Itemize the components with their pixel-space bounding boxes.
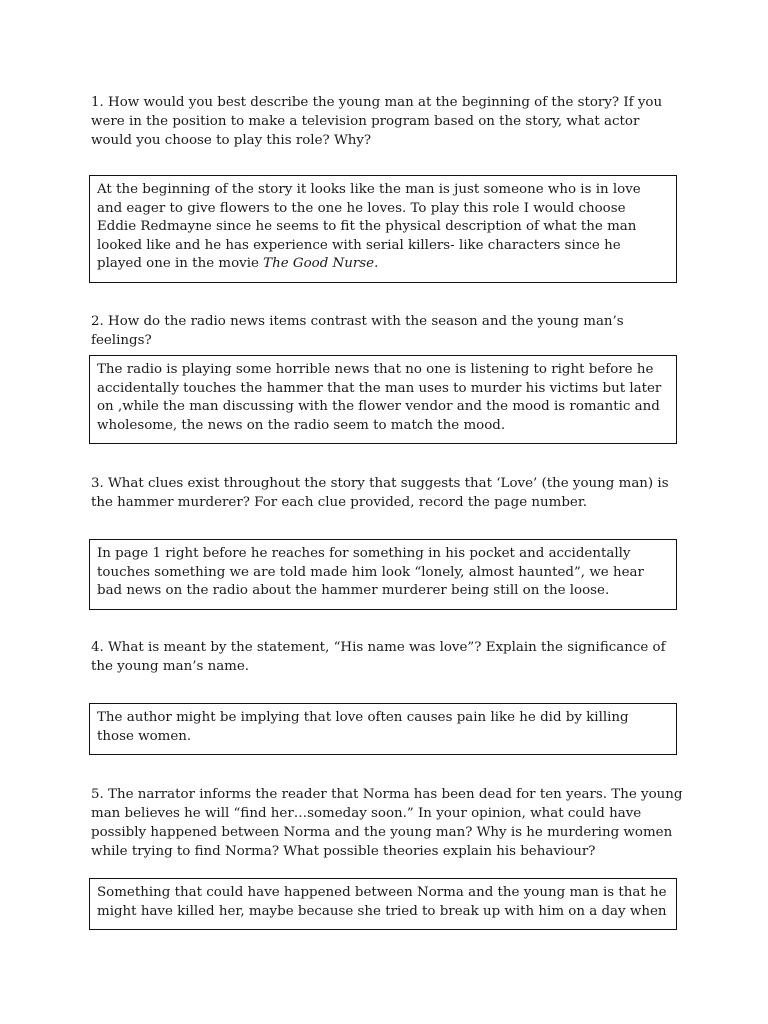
answer-3-text: In page 1 right before he reaches for something in his pocket and accidentally touches something we are told made him look “lonely, almost haunted”, we hear bad news on the radio about the hammer murderer being still on the loose. [97, 546, 644, 599]
answer-box-4[interactable] [89, 703, 677, 755]
question-2: 2. How do the radio news items contrast with the season and the young man’s feelings? [91, 314, 624, 348]
answer-box-2[interactable] [89, 355, 677, 444]
answer-box-1[interactable] [89, 175, 677, 283]
answer-1-movie-title: The Good Nurse. [263, 256, 379, 272]
question-4: 4. What is meant by the statement, “His name was love”? Explain the significance of the young man’s name. [91, 640, 666, 674]
answer-2-text: The radio is playing some horrible news that no one is listening to right before he accidentally touches the hammer that the man uses to murder his victims but later on ,while the man discussing with the flower vendor and the mood is romantic and wholesome, the news on the radio seem to match the mood. [97, 362, 662, 433]
answer-box-5[interactable] [89, 878, 677, 930]
answer-1-text: At the beginning of the story it looks like the man is just someone who is in love and eager to give flowers to the one he loves. To play this role I would choose Eddie Redmayne since he seems to fit the physical description of what the man looked like and he has experience with serial killers- like characters since he played one in the movie [97, 182, 641, 272]
answer-5-text: Something that could have happened between Norma and the young man is that he might have killed her, maybe because she tried to break up with him on a day when [97, 885, 667, 919]
question-1: 1. How would you best describe the young man at the beginning of the story? If you were in the position to make a television program based on the story, what actor would you choose to play this role? Why? [91, 95, 663, 148]
question-5: 5. The narrator informs the reader that Norma has been dead for ten years. The young man believes he will “find her…someday soon.” In your opinion, what could have possibly happened between Norma and the young man? Why is he murdering women while trying to find Norma? What possible theories explain his behaviour? [91, 787, 683, 859]
answer-box-3[interactable] [89, 539, 677, 610]
question-3: 3. What clues exist throughout the story that suggests that ‘Love’ (the young man) is the hammer murderer? For each clue provided, record the page number. [91, 476, 669, 510]
answer-4-text: The author might be implying that love often causes pain like he did by killing those women. [97, 710, 629, 744]
